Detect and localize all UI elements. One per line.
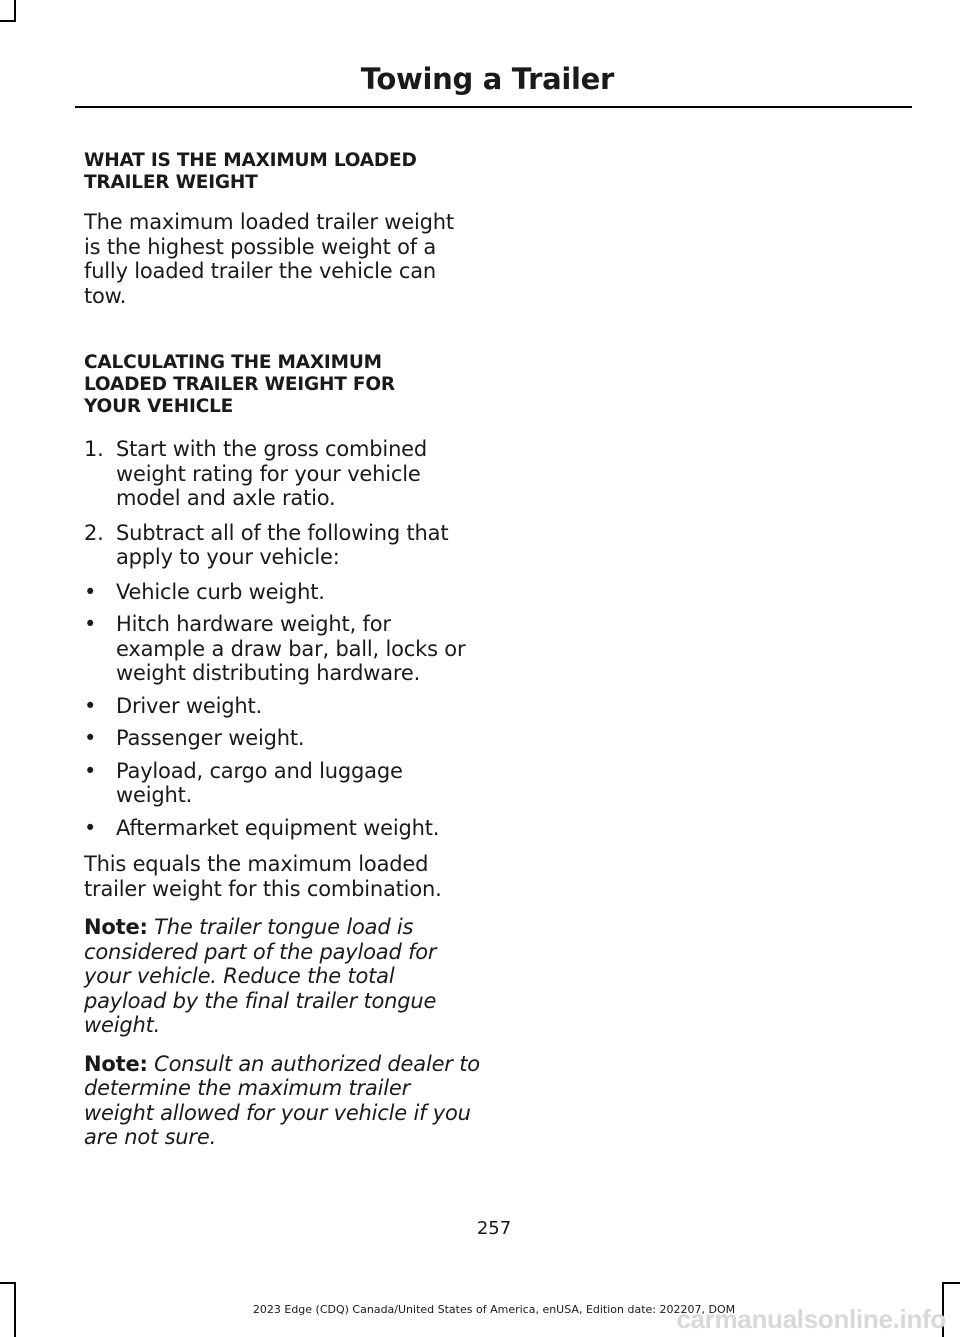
list-item-text: Vehicle curb weight. [116, 579, 325, 604]
crop-mark [0, 20, 16, 22]
edition-footer: 2023 Edge (CDQ) Canada/United States of America, enUSA, Edition date: 202207, DOM [252, 1303, 736, 1316]
section-body: The maximum loaded trailer weight is the highest possible weight of a fully loaded trailer the vehicle can tow. [84, 210, 454, 308]
bullet-marker: • [84, 612, 97, 636]
list-item-text: Start with the gross combined weight rating for your vehicle model and axle ratio. [116, 437, 428, 510]
section-heading: CALCULATING THE MAXIMUM LOADED TRAILER WEIGHT FOR YOUR VEHICLE [84, 352, 395, 417]
list-item-text: Payload, cargo and luggage weight. [116, 758, 403, 807]
list-item-text: Driver weight. [116, 693, 262, 718]
list-item-text: Subtract all of the following that apply to your vehicle: [116, 520, 449, 569]
page-number: 257 [476, 1218, 512, 1239]
list-item [84, 816, 484, 841]
note-label: Note: [84, 1051, 148, 1076]
list-marker: 2. [84, 520, 104, 545]
section-heading: WHAT IS THE MAXIMUM LOADED TRAILER WEIGHT [84, 150, 417, 193]
list-item [84, 694, 484, 719]
steps-list [84, 437, 484, 570]
bullet-marker: • [84, 758, 97, 783]
note [84, 1052, 480, 1150]
crop-mark [942, 1282, 960, 1284]
bullet-marker: • [84, 815, 97, 840]
summary-text: This equals the maximum loaded trailer weight for this combination. [84, 852, 442, 901]
content-column [84, 150, 484, 1150]
list-item [84, 726, 484, 751]
bullet-marker: • [84, 579, 97, 604]
bullet-marker: • [84, 693, 97, 718]
header-divider [75, 106, 912, 108]
list-item [84, 521, 476, 570]
list-item [84, 759, 456, 808]
crop-mark [14, 0, 16, 22]
bullet-list [84, 580, 484, 841]
bullet-marker: • [84, 726, 97, 750]
list-item [84, 437, 476, 511]
list-item [84, 580, 484, 605]
note-text: The trailer tongue load is considered part of the payload for your vehicle. Reduce the total payload by the final trailer tongue weight. [84, 915, 437, 1037]
list-item-text: Passenger weight. [116, 726, 305, 750]
list-item [84, 612, 476, 686]
list-item-text: Aftermarket equipment weight. [116, 815, 440, 840]
list-item-text: Hitch hardware weight, for example a draw bar, ball, locks or weight distributing hardware. [116, 612, 466, 685]
note-text: Consult an authorized dealer to determine the maximum trailer weight allowed for your vehicle if you are not sure. [84, 1051, 480, 1149]
note-label: Note: [84, 915, 148, 939]
list-marker: 1. [84, 437, 104, 461]
page-title: Towing a Trailer [360, 62, 614, 96]
watermark: carmanualsonline.info [676, 1304, 946, 1334]
note [84, 915, 476, 1038]
crop-mark [0, 1282, 16, 1284]
